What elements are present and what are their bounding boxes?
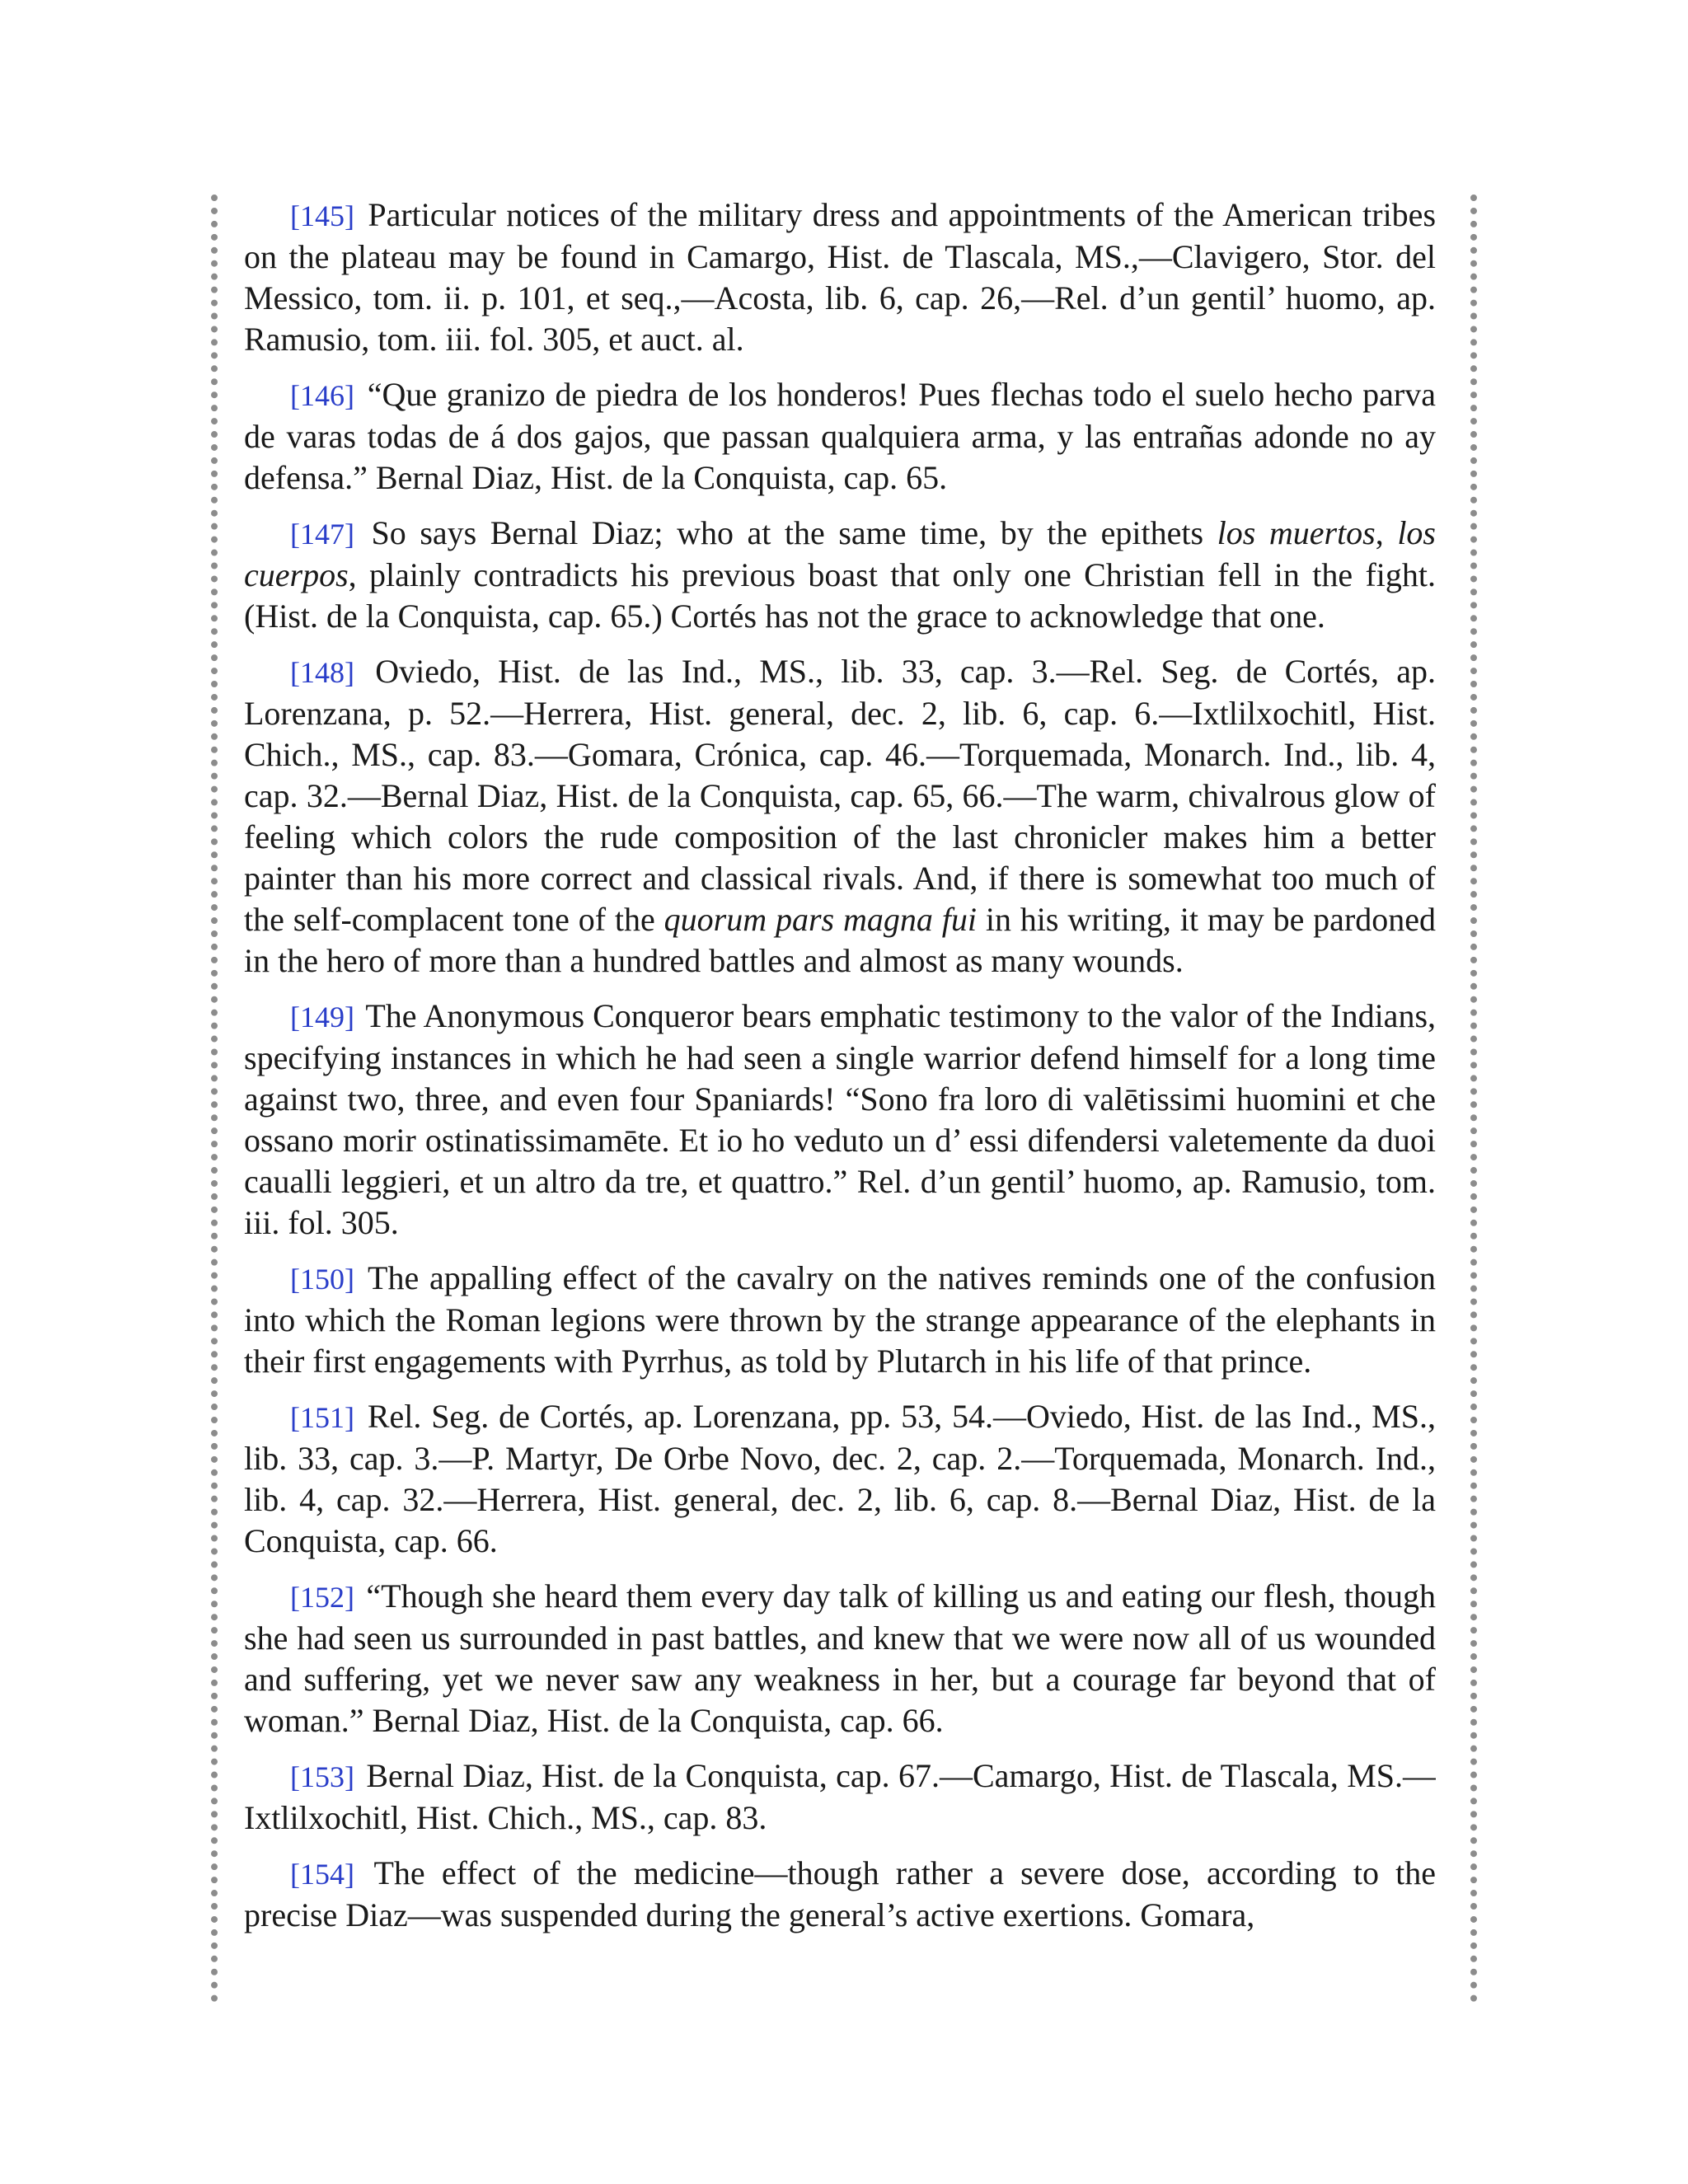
left-dotted-border xyxy=(211,194,218,2003)
footnote-text: “Though she heard them every day talk of killing us and eating our flesh, though she had seen us surrounded in past battles, and knew that we were now all of us wounded and suffering, yet we never saw any weakness in her, but a courage far beyond that of woman.” Bernal Diaz, Hist. de la Conquista, cap. 66. xyxy=(244,1577,1436,1739)
footnote-text: Bernal Diaz, Hist. de la Conquista, cap. 67.—Camargo, Hist. de Tlascala, MS.—Ixtlilxochitl, Hist. Chich., MS., cap. 83. xyxy=(244,1757,1436,1836)
footnotes-section xyxy=(244,194,1436,2003)
footnote-ref-link[interactable]: [154] xyxy=(290,1858,354,1891)
footnote-text: in his writing, it may be pardoned in the hero of more than a hundred battles and almost as many wounds. xyxy=(244,901,1436,979)
footnote xyxy=(244,1576,1436,1741)
footnote xyxy=(244,194,1436,360)
footnote-text: Rel. Seg. de Cortés, ap. Lorenzana, pp. 53, 54.—Oviedo, Hist. de las Ind., MS., lib. 33, cap. 3.—P. Martyr, De Orbe Novo, dec. 2, cap. 2.—Torquemada, Monarch. Ind., lib. 4, cap. 32.—Herrera, Hist. general, dec. 2, lib. 6, cap. 8.—Bernal Diaz, Hist. de la Conquista, cap. 66. xyxy=(244,1398,1436,1559)
footnote xyxy=(244,1396,1436,1562)
footnote xyxy=(244,513,1436,637)
footnote-text: , plainly contradicts his previous boast that only one Christian fell in the fight. (Hist. de la Conquista, cap. 65.) Cortés has not the grace to acknowledge that one. xyxy=(244,556,1436,635)
footnote xyxy=(244,1755,1436,1839)
italic-phrase: quorum pars magna fui xyxy=(663,901,977,938)
italic-phrase: los cuerpos xyxy=(244,514,1436,593)
footnote xyxy=(244,651,1436,982)
right-dotted-border xyxy=(1470,194,1477,2003)
footnote-ref-link[interactable]: [153] xyxy=(290,1760,354,1793)
footnote-text: , xyxy=(1375,514,1398,551)
footnote-ref-link[interactable]: [151] xyxy=(290,1401,354,1434)
footnote-text: The effect of the medicine—though rather a severe dose, according to the precise Diaz—was suspended during the general’s active exertions. Gomara, xyxy=(244,1854,1436,1933)
footnote-text: Particular notices of the military dress and appointments of the American tribes on the plateau may be found in Camargo, Hist. de Tlascala, MS.,—Clavigero, Stor. del Messico, tom. ii. p. 101, et seq.,—Acosta, lib. 6, cap. 26,—Rel. d’un gentil’ huomo, ap. Ramusio, tom. iii. fol. 305, et auct. al. xyxy=(244,196,1436,358)
footnote-ref-link[interactable]: [149] xyxy=(290,1001,354,1033)
footnote-text: Oviedo, Hist. de las Ind., MS., lib. 33, cap. 3.—Rel. Seg. de Cortés, ap. Lorenzana, p. 52.—Herrera, Hist. general, dec. 2, lib. 6, cap. 6.—Ixtlilxochitl, Hist. Chich., MS., cap. 83.—Gomara, Crónica, cap. 46.—Torquemada, Monarch. Ind., lib. 4, cap. 32.—Bernal Diaz, Hist. de la Conquista, cap. 65, 66.—The warm, chivalrous glow of feeling which colors the rude composition of the last chronicler makes him a better painter than his more correct and classical rivals. And, if there is somewhat too much of the self-complacent tone of the xyxy=(244,653,1436,938)
footnote-text: The Anonymous Conqueror bears emphatic testimony to the valor of the Indians, specifying instances in which he had seen a single warrior defend himself for a long time against two, three, and even four Spaniards! “Sono fra loro di valētissimi huomini et che ossano morir ostinatissimamēte. Et io ho veduto un d’ essi difendersi valetemente da duoi caualli leggieri, et un altro da tre, et quattro.” Rel. d’un gentil’ huomo, ap. Ramusio, tom. iii. fol. 305. xyxy=(244,997,1436,1241)
footnote-ref-link[interactable]: [146] xyxy=(290,379,354,412)
italic-phrase: los muertos xyxy=(1217,514,1376,551)
footnote-text: “Que granizo de piedra de los honderos! Pues flechas todo el suelo hecho parva de varas todas de á dos gajos, que passan qualquiera arma, y las entrañas adonde no ay defensa.” Bernal Diaz, Hist. de la Conquista, cap. 65. xyxy=(244,376,1436,496)
footnote-ref-link[interactable]: [148] xyxy=(290,656,354,689)
footnote xyxy=(244,374,1436,499)
footnote xyxy=(244,996,1436,1244)
footnote-ref-link[interactable]: [150] xyxy=(290,1263,354,1296)
footnote-text: So says Bernal Diaz; who at the same time, by the epithets xyxy=(371,514,1217,551)
footnote xyxy=(244,1258,1436,1382)
footnote-text: The appalling effect of the cavalry on the natives reminds one of the confusion into which the Roman legions were thrown by the strange appearance of the elephants in their first engagements with Pyrrhus, as told by Plutarch in his life of that prince. xyxy=(244,1259,1436,1380)
footnote-ref-link[interactable]: [145] xyxy=(290,199,354,232)
footnote-ref-link[interactable]: [152] xyxy=(290,1581,354,1614)
footnote-ref-link[interactable]: [147] xyxy=(290,518,354,551)
footnote xyxy=(244,1853,1436,1936)
